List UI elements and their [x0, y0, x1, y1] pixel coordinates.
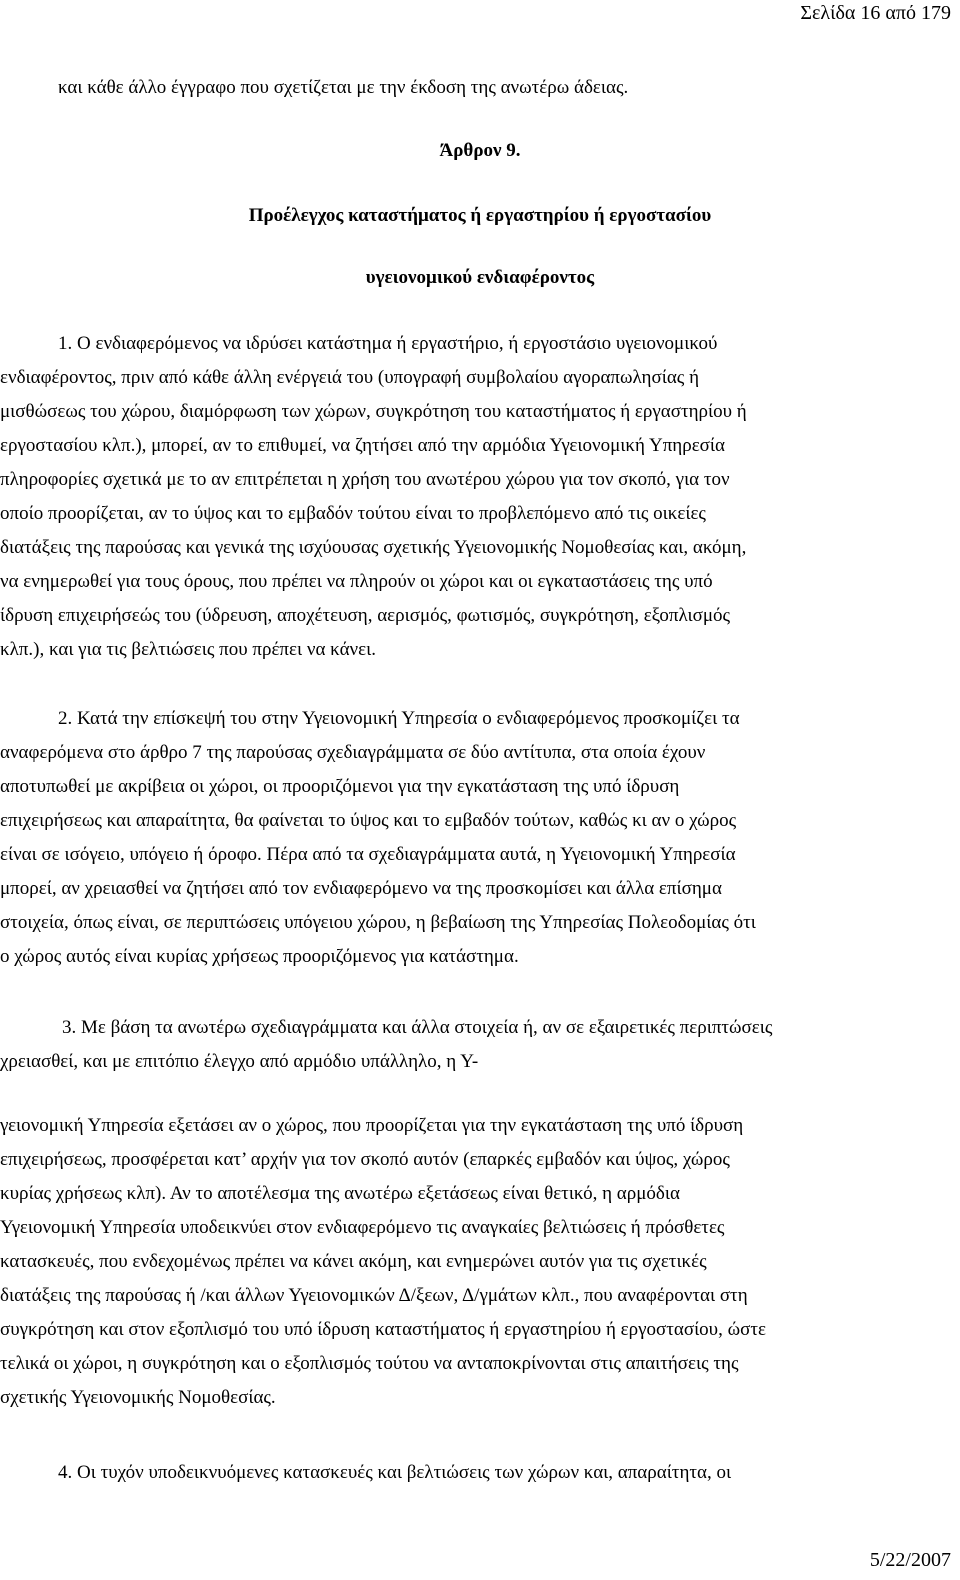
paragraph-line: χρειασθεί, και με επιτόπιο έλεγχο από αρμόδιο υπάλληλο, η Υ- — [0, 1051, 479, 1072]
paragraph-line: τελικά οι χώροι, η συγκρότηση και ο εξοπλισμός τούτου να ανταποκρίνονται στις απαιτήσεις της — [0, 1353, 739, 1374]
paragraph-line: γειονομική Υπηρεσία εξετάσει αν ο χώρος, που προορίζεται για την εγκατάσταση της υπό ίδρυση — [0, 1115, 744, 1136]
paragraph-line: κυρίας χρήσεως κλπ). Αν το αποτέλεσμα της ανωτέρω εξετάσεως είναι θετικό, η αρμόδια — [0, 1183, 680, 1204]
intro-line: και κάθε άλλο έγγραφο που σχετίζεται με την έκδοση της ανωτέρω άδειας. — [58, 77, 629, 98]
article-number: Άρθρον 9. — [439, 140, 521, 161]
paragraph-line: ο χώρος αυτός είναι κυρίας χρήσεως προοριζόμενος για κατάστημα. — [0, 946, 519, 967]
page-number: Σελίδα 16 από 179 — [800, 2, 951, 24]
paragraph-line: διατάξεις της παρούσας και γενικά της ισχύουσας σχετικής Υγειονομικής Νομοθεσίας και, ακόμη, — [0, 537, 747, 558]
paragraph-line: επιχειρήσεως και απαραίτητα, θα φαίνεται το ύψος και το εμβαδόν τούτων, καθώς κι αν ο χώρος — [0, 810, 737, 831]
paragraph-3-continued — [0, 1109, 766, 1415]
footer-date: 5/22/2007 — [869, 1549, 951, 1571]
paragraph-line: οποίο προορίζεται, αν το ύψος και το εμβαδόν τούτου είναι το προβλεπόμενο από τις οικείες — [0, 503, 706, 524]
paragraph-line: κλπ.), και για τις βελτιώσεις που πρέπει να κάνει. — [0, 639, 376, 660]
article-title-line2: υγειονομικού ενδιαφέροντος — [365, 267, 595, 288]
article-title-line1: Προέλεγχος καταστήματος ή εργαστηρίου ή εργοστασίου — [248, 205, 712, 226]
paragraph-line: 1. Ο ενδιαφερόμενος να ιδρύσει κατάστημα ή εργαστήριο, ή εργοστάσιο υγειονομικού — [58, 333, 718, 354]
paragraph-line: ίδρυση επιχειρήσεώς του (ύδρευση, αποχέτευση, αερισμός, φωτισμός, συγκρότηση, εξοπλισμός — [0, 605, 731, 626]
paragraph-line: στοιχεία, όπως είναι, σε περιπτώσεις υπόγειου χώρου, η βεβαίωση της Υπηρεσίας Πολεοδομίας ότι — [0, 912, 756, 933]
paragraph-line: πληροφορίες σχετικά με το αν επιτρέπεται η χρήση του ανωτέρου χώρου για τον σκοπό, για τον — [0, 469, 730, 490]
paragraph-1 — [0, 327, 747, 667]
paragraph-line: μπορεί, αν χρειασθεί να ζητήσει από τον ενδιαφερόμενο να της προσκομίσει και άλλα επίσημα — [0, 878, 722, 899]
paragraph-2 — [0, 702, 756, 974]
paragraph-line: ενδιαφέροντος, πριν από κάθε άλλη ενέργειά του (υπογραφή συμβολαίου αγοραπωλησίας ή — [0, 367, 700, 388]
paragraph-line: 3. Με βάση τα ανωτέρω σχεδιαγράμματα και άλλα στοιχεία ή, αν σε εξαιρετικές περιπτώσεις — [62, 1017, 773, 1038]
paragraph-line: αναφερόμενα στο άρθρο 7 της παρούσας σχεδιαγράμματα σε δύο αντίτυπα, στα οποία έχουν — [0, 742, 706, 763]
paragraph-line: συγκρότηση και στον εξοπλισμό του υπό ίδρυση καταστήματος ή εργαστηρίου ή εργοστασίου, ώστε — [0, 1319, 766, 1340]
paragraph-line: 2. Κατά την επίσκεψή του στην Υγειονομική Υπηρεσία ο ενδιαφερόμενος προσκομίζει τα — [58, 708, 740, 729]
paragraph-line: επιχειρήσεως, προσφέρεται κατ’ αρχήν για τον σκοπό αυτόν (επαρκές εμβαδόν και ύψος, χώρος — [0, 1149, 730, 1170]
paragraph-line: εργοστασίου κλπ.), μπορεί, αν το επιθυμεί, να ζητήσει από την αρμόδια Υγειονομική Υπηρεσία — [0, 435, 725, 456]
paragraph-3-start — [0, 1011, 772, 1079]
paragraph-4 — [58, 1456, 731, 1490]
paragraph-line: μισθώσεως του χώρου, διαμόρφωση των χώρων, συγκρότηση του καταστήματος ή εργαστηρίου ή — [0, 401, 747, 422]
paragraph-line: είναι σε ισόγειο, υπόγειο ή όροφο. Πέρα από τα σχεδιαγράμματα αυτά, η Υγειονομική Υπηρεσία — [0, 844, 736, 865]
paragraph-line: αποτυπωθεί με ακρίβεια οι χώροι, οι προοριζόμενοι για την εγκατάσταση της υπό ίδρυση — [0, 776, 680, 797]
paragraph-line: Υγειονομική Υπηρεσία υποδεικνύει στον ενδιαφερόμενο τις αναγκαίες βελτιώσεις ή πρόσθετες — [0, 1217, 725, 1238]
paragraph-line: σχετικής Υγειονομικής Νομοθεσίας. — [0, 1387, 276, 1408]
paragraph-line: διατάξεις της παρούσας ή /και άλλων Υγειονομικών Δ/ξεων, Δ/γμάτων κλπ., που αναφέρονται στη — [0, 1285, 748, 1306]
paragraph-line: 4. Οι τυχόν υποδεικνυόμενες κατασκευές και βελτιώσεις των χώρων και, απαραίτητα, οι — [58, 1462, 732, 1483]
paragraph-line: κατασκευές, που ενδεχομένως πρέπει να κάνει ακόμη, και ενημερώνει αυτόν για τις σχετικές — [0, 1251, 707, 1272]
paragraph-line: να ενημερωθεί για τους όρους, που πρέπει να πληρούν οι χώροι και οι εγκαταστάσεις της υπό — [0, 571, 713, 592]
